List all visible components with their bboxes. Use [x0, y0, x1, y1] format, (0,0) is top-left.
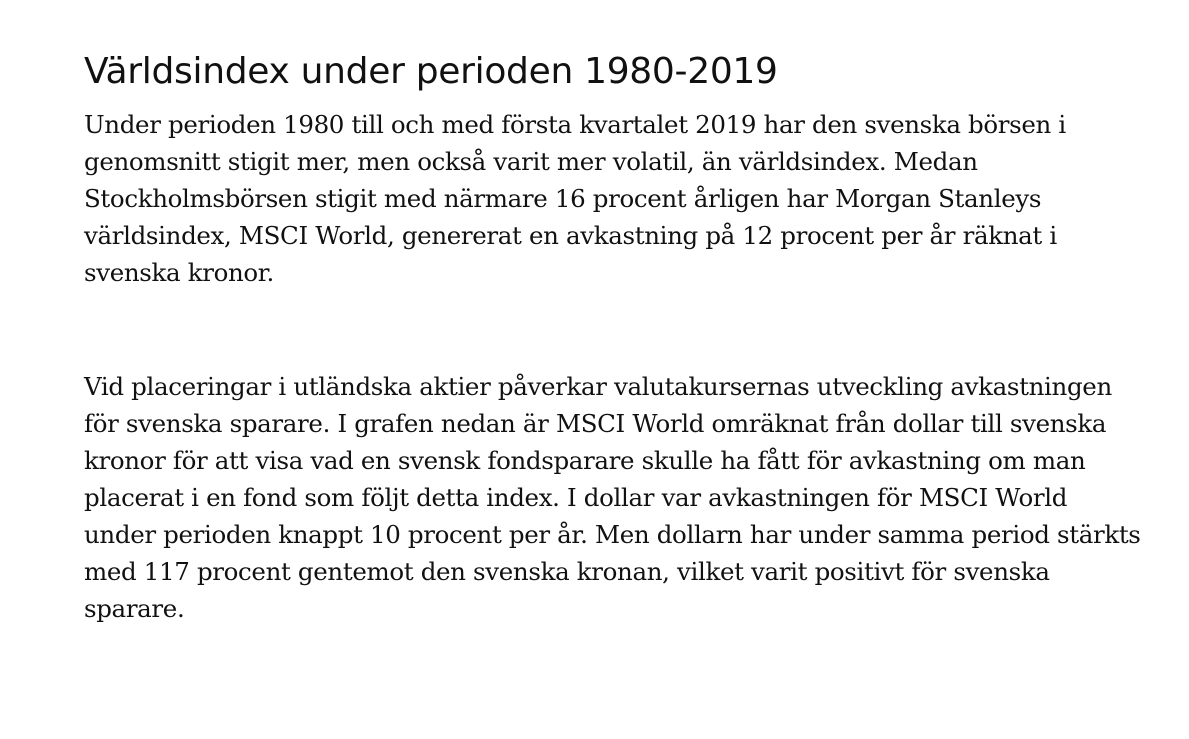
page-title: Världsindex under perioden 1980-2019: [84, 51, 778, 92]
paragraph-intro: Under perioden 1980 till och med första kvartalet 2019 har den svenska börsen i genomsnitt stigit mer, men också varit mer volatil, än världsindex. Medan Stockholmsbörsen stigit med närmare 16 procent årligen har Morgan Stanleys världsindex, MSCI World, genererat en avkastning på 12 procent per år räknat i svenska kronor.: [84, 110, 1066, 287]
paragraph-currency: Vid placeringar i utländska aktier påverkar valutakursernas utveckling avkastningen för svenska sparare. I grafen nedan är MSCI World omräknat från dollar till svenska kronor för att visa vad en svensk fondsparare skulle ha fått för avkastning om man placerat i en fond som följt detta index. I dollar var avkastningen för MSCI World under perioden knappt 10 procent per år. Men dollarn har under samma period stärkts med 117 procent gentemot den svenska kronan, vilket varit positivt för svenska sparare.: [84, 372, 1141, 623]
